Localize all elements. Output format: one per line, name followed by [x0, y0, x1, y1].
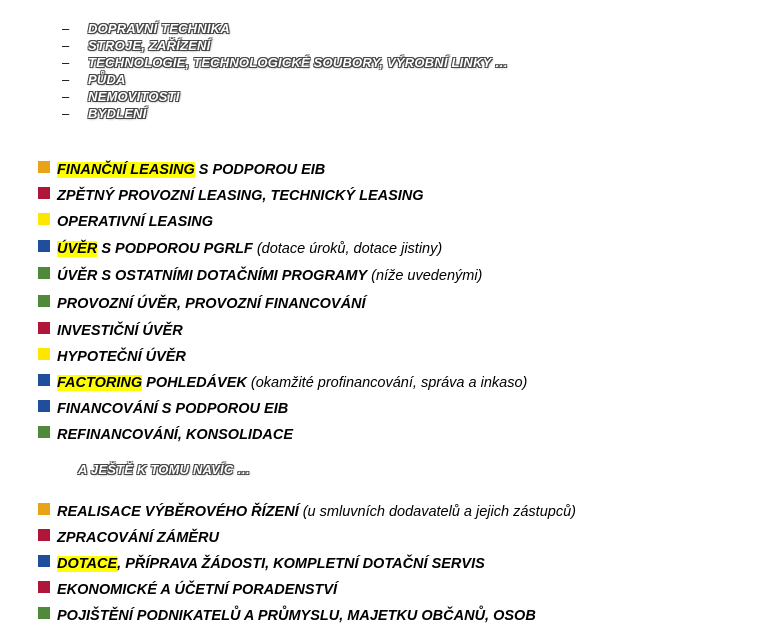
dash-bullet: – — [62, 21, 70, 36]
service-label — [57, 162, 325, 178]
square-bullet-icon — [38, 400, 50, 412]
service-label — [57, 241, 442, 257]
list-item — [62, 54, 508, 71]
dash-bullet: – — [62, 72, 70, 87]
highlighted-keyword: FINANČNÍ LEASING — [57, 162, 195, 178]
dash-bullet: – — [62, 106, 70, 121]
service-label — [57, 349, 186, 365]
list-item — [62, 20, 508, 37]
dash-bullet: – — [62, 38, 70, 53]
service-label — [57, 188, 424, 204]
service-label — [57, 530, 219, 546]
service-note: (u smluvních dodavatelů a jejich zástupců) — [298, 504, 576, 520]
dash-bullet: – — [62, 89, 70, 104]
asset-type-label: STROJE, ZAŘÍZENÍ — [88, 38, 211, 53]
service-item — [38, 183, 527, 209]
service-note: (dotace úroků, dotace jistiny) — [252, 240, 443, 257]
service-item — [38, 209, 527, 235]
service-text: REALISACE VÝBĚROVÉHO ŘÍZENÍ — [57, 504, 299, 520]
service-note: (okamžité profinancování, správa a inkaso) — [246, 375, 528, 391]
service-item — [38, 235, 527, 262]
service-label — [57, 556, 485, 572]
service-text: ZPĚTNÝ PROVOZNÍ LEASING, TECHNICKÝ LEASING — [57, 188, 424, 204]
asset-type-label: BYDLENÍ — [88, 106, 147, 121]
square-bullet-icon — [38, 267, 50, 279]
highlighted-keyword: FACTORING — [57, 375, 143, 391]
service-text: POJIŠTĚNÍ PODNIKATELŮ A PRŮMYSLU, MAJETKU OBČANŮ, OSOB — [57, 608, 536, 624]
service-text: S PODPOROU EIB — [194, 162, 326, 178]
square-bullet-icon — [38, 187, 50, 199]
square-bullet-icon — [38, 161, 50, 173]
extra-service-item — [38, 499, 576, 525]
service-label — [57, 296, 366, 312]
service-item — [38, 318, 527, 344]
service-label — [57, 268, 482, 284]
square-bullet-icon — [38, 529, 50, 541]
service-text: POHLEDÁVEK — [142, 375, 247, 391]
service-text: INVESTIČNÍ ÚVĚR — [57, 323, 183, 339]
service-item — [38, 344, 527, 370]
extra-service-item — [38, 577, 576, 603]
service-text: HYPOTEČNÍ ÚVĚR — [57, 349, 186, 365]
list-item — [62, 88, 508, 105]
square-bullet-icon — [38, 426, 50, 438]
service-label — [57, 427, 293, 443]
asset-type-label: PŮDA — [88, 72, 126, 87]
service-label — [57, 608, 536, 624]
service-text: ÚVĚR S OSTATNÍMI DOTAČNÍMI PROGRAMY — [57, 267, 368, 284]
square-bullet-icon — [38, 374, 50, 386]
square-bullet-icon — [38, 348, 50, 360]
service-item — [38, 370, 527, 396]
square-bullet-icon — [38, 322, 50, 334]
square-bullet-icon — [38, 555, 50, 567]
service-label — [57, 401, 288, 417]
service-item — [38, 396, 527, 422]
dash-bullet: – — [62, 55, 70, 70]
service-text: EKONOMICKÉ A ÚČETNÍ PORADENSTVÍ — [57, 582, 338, 598]
highlighted-keyword: ÚVĚR — [57, 240, 98, 257]
service-label — [57, 375, 527, 391]
service-text: ZPRACOVÁNÍ ZÁMĚRU — [57, 530, 219, 546]
service-item — [38, 422, 527, 448]
service-label — [57, 214, 213, 230]
service-label — [57, 504, 576, 520]
extra-service-item — [38, 551, 576, 577]
asset-type-label: NEMOVITOSTI — [88, 89, 180, 104]
additional-services-list — [38, 499, 576, 629]
square-bullet-icon — [38, 213, 50, 225]
highlighted-keyword: DOTACE — [57, 556, 118, 572]
list-item — [62, 105, 508, 122]
square-bullet-icon — [38, 295, 50, 307]
service-item — [38, 289, 527, 318]
service-text: PROVOZNÍ ÚVĚR, PROVOZNÍ FINANCOVÁNÍ — [57, 295, 366, 312]
service-label — [57, 323, 183, 339]
asset-type-label: TECHNOLOGIE, TECHNOLOGICKÉ SOUBORY, VÝROBNÍ LINKY … — [88, 55, 509, 70]
list-item — [62, 71, 508, 88]
asset-type-list — [62, 20, 508, 122]
service-item — [38, 262, 527, 289]
service-text: S PODPOROU PGRLF — [97, 240, 253, 257]
square-bullet-icon — [38, 503, 50, 515]
service-label — [57, 582, 337, 598]
service-text: FINANCOVÁNÍ S PODPOROU EIB — [57, 401, 289, 417]
service-item — [38, 157, 527, 183]
financing-services-list — [38, 157, 527, 448]
extra-service-item — [38, 525, 576, 551]
service-text: REFINANCOVÁNÍ, KONSOLIDACE — [57, 427, 294, 443]
extras-heading: A JEŠTĚ K TOMU NAVÍC … — [78, 462, 251, 477]
asset-type-label: DOPRAVNÍ TECHNIKA — [88, 21, 230, 36]
square-bullet-icon — [38, 607, 50, 619]
square-bullet-icon — [38, 581, 50, 593]
service-note: (níže uvedenými) — [367, 267, 483, 284]
list-item — [62, 37, 508, 54]
service-text: OPERATIVNÍ LEASING — [57, 214, 214, 230]
service-text: , PŘÍPRAVA ŽÁDOSTI, KOMPLETNÍ DOTAČNÍ SERVIS — [117, 556, 485, 572]
extra-service-item — [38, 603, 576, 629]
square-bullet-icon — [38, 240, 50, 252]
